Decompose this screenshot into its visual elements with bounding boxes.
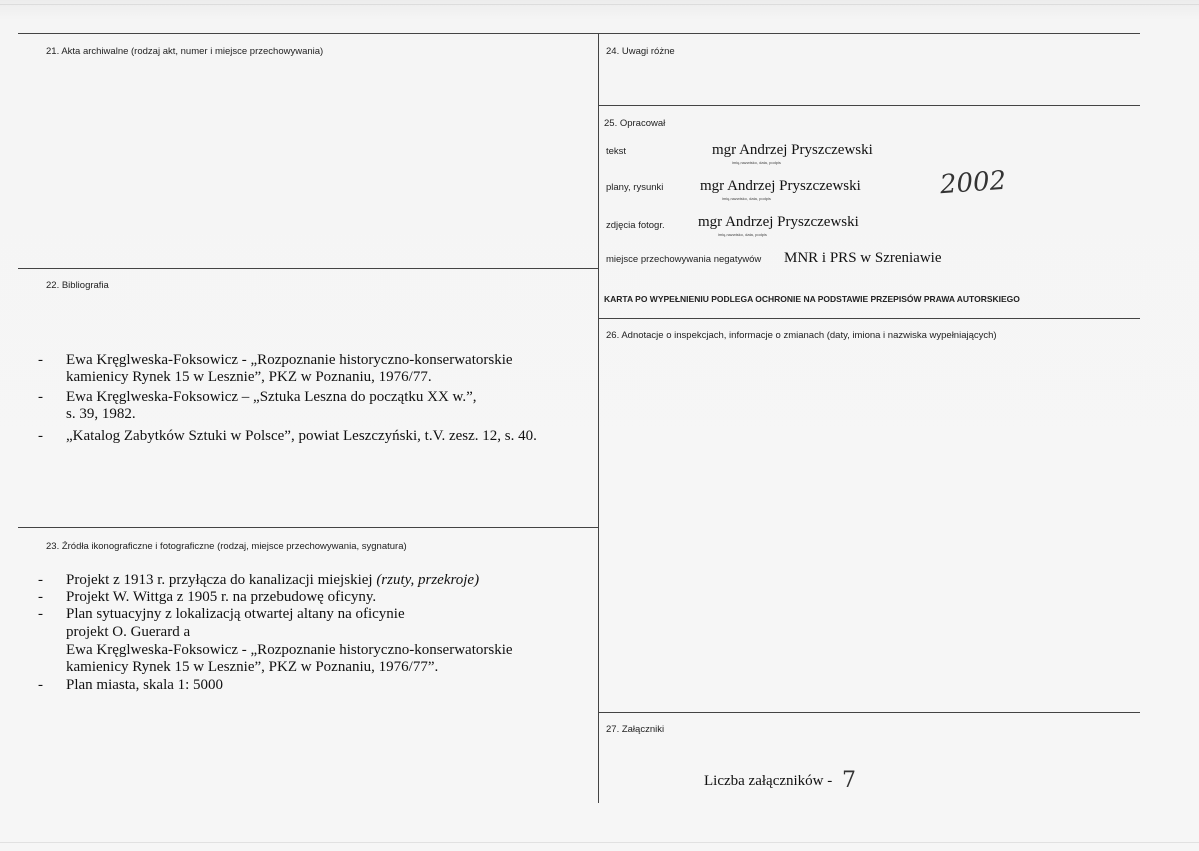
section-25-label: 25. Opracował xyxy=(604,118,666,129)
divider-25-26 xyxy=(598,318,1140,319)
scan-artifact xyxy=(0,842,1199,843)
author-row-label: plany, rysunki xyxy=(606,182,664,193)
attachments-count-value: 7 xyxy=(842,768,856,793)
section-27-label: 27. Załączniki xyxy=(606,724,665,735)
scan-artifact xyxy=(0,4,1199,5)
section-22-label: 22. Bibliografia xyxy=(46,280,109,291)
divider-21-22 xyxy=(18,268,598,269)
document-page: 21. Akta archiwalne (rodzaj akt, numer i miejsce przechowywania) 22. Bibliografia - Ewa Kręglweska-Foksowicz - „Rozpoznanie historyczno-konserwatorskie kamienicy Rynek 15 w Lesznie”, PKZ w Poznaniu, 1976/77. - Ewa Kręglweska-Foksowicz – „Sztuka Leszna do początku XX w.”, s. 39, 1982. - „Katalog Zabytków Sztuki w Polsce”, powiat Leszczyński, t.V. zesz. 12, s. 40. 23. Źródła ikonograficzne i fotograficzne (rodzaj, miejsce przechowywania, sygnatura) - Projekt z 1913 r. przyłącza do kanalizacji miejskiej (rzuty, przekroje) - Projekt W. Wittga z 1905 r. na przebudowę oficyny. - Plan sytuacyjny z lokalizacją otwartej altany na oficynie projekt O. Guerard a Ewa Kręglweska-Foksowicz - „Rozpoznanie historyczno-konserwatorskie kamienicy Rynek 15 w Lesznie”, PKZ w Poznaniu, 1976/77”. - Plan miasta, skala 1: 5000 24. Uwagi różne 25. Opracował tekst mgr Andrzej Pryszczewski imię,nazwisko, data, podpis plany, rysunki mgr Andrzej Pryszczewski imię,nazwisko, data, podpis zdjęcia fotogr. mgr Andrzej Pryszczewski imię,nazwisko, data, podpis 2002 miejsce przechowywania negatywów MNR i PRS w Szreniawie KARTA PO WYPEŁNIENIU PODLEGA OCHRONIE NA PODSTAWIE PRZEPISÓW PRAWA AUTORSKIEGO 26. Adnotacje o inspekcjach, informacje o zmianach (daty, imiona i nazwiska wypełniających) 27. Załączniki Liczba załączników - 7 xyxy=(0,0,1199,851)
section-21-label: 21. Akta archiwalne (rodzaj akt, numer i miejsce przechowywania) xyxy=(46,46,324,57)
divider-26-27 xyxy=(598,712,1140,713)
handwritten-year: 2002 xyxy=(939,165,1008,201)
section-23-label: 23. Źródła ikonograficzne i fotograficzne (rodzaj, miejsce przechowywania, sygnatura) xyxy=(46,541,407,552)
copyright-notice: KARTA PO WYPEŁNIENIU PODLEGA OCHRONIE NA PODSTAWIE PRZEPISÓW PRAWA AUTORSKIEGO xyxy=(604,294,1020,304)
author-row-label: zdjęcia fotogr. xyxy=(606,220,665,231)
negatives-value: MNR i PRS w Szreniawie xyxy=(784,250,942,266)
top-border xyxy=(18,33,1140,34)
section-26-label: 26. Adnotacje o inspekcjach, informacje o zmianach (daty, imiona i nazwiska wypełniających) xyxy=(606,330,997,341)
divider-22-23 xyxy=(18,527,598,528)
divider-24-25 xyxy=(598,105,1140,106)
author-row-hint: imię,nazwisko, data, podpis xyxy=(722,196,771,201)
attachments-count-label: Liczba załączników - xyxy=(704,773,833,789)
author-row-hint: imię,nazwisko, data, podpis xyxy=(732,160,781,165)
center-divider xyxy=(598,33,599,803)
author-row-value: mgr Andrzej Pryszczewski xyxy=(700,178,861,194)
negatives-label: miejsce przechowywania negatywów xyxy=(606,254,762,265)
author-row-value: mgr Andrzej Pryszczewski xyxy=(698,214,859,230)
author-row-label: tekst xyxy=(606,146,627,157)
author-row-hint: imię,nazwisko, data, podpis xyxy=(718,232,767,237)
section-24-label: 24. Uwagi różne xyxy=(606,46,675,57)
author-row-value: mgr Andrzej Pryszczewski xyxy=(712,142,873,158)
